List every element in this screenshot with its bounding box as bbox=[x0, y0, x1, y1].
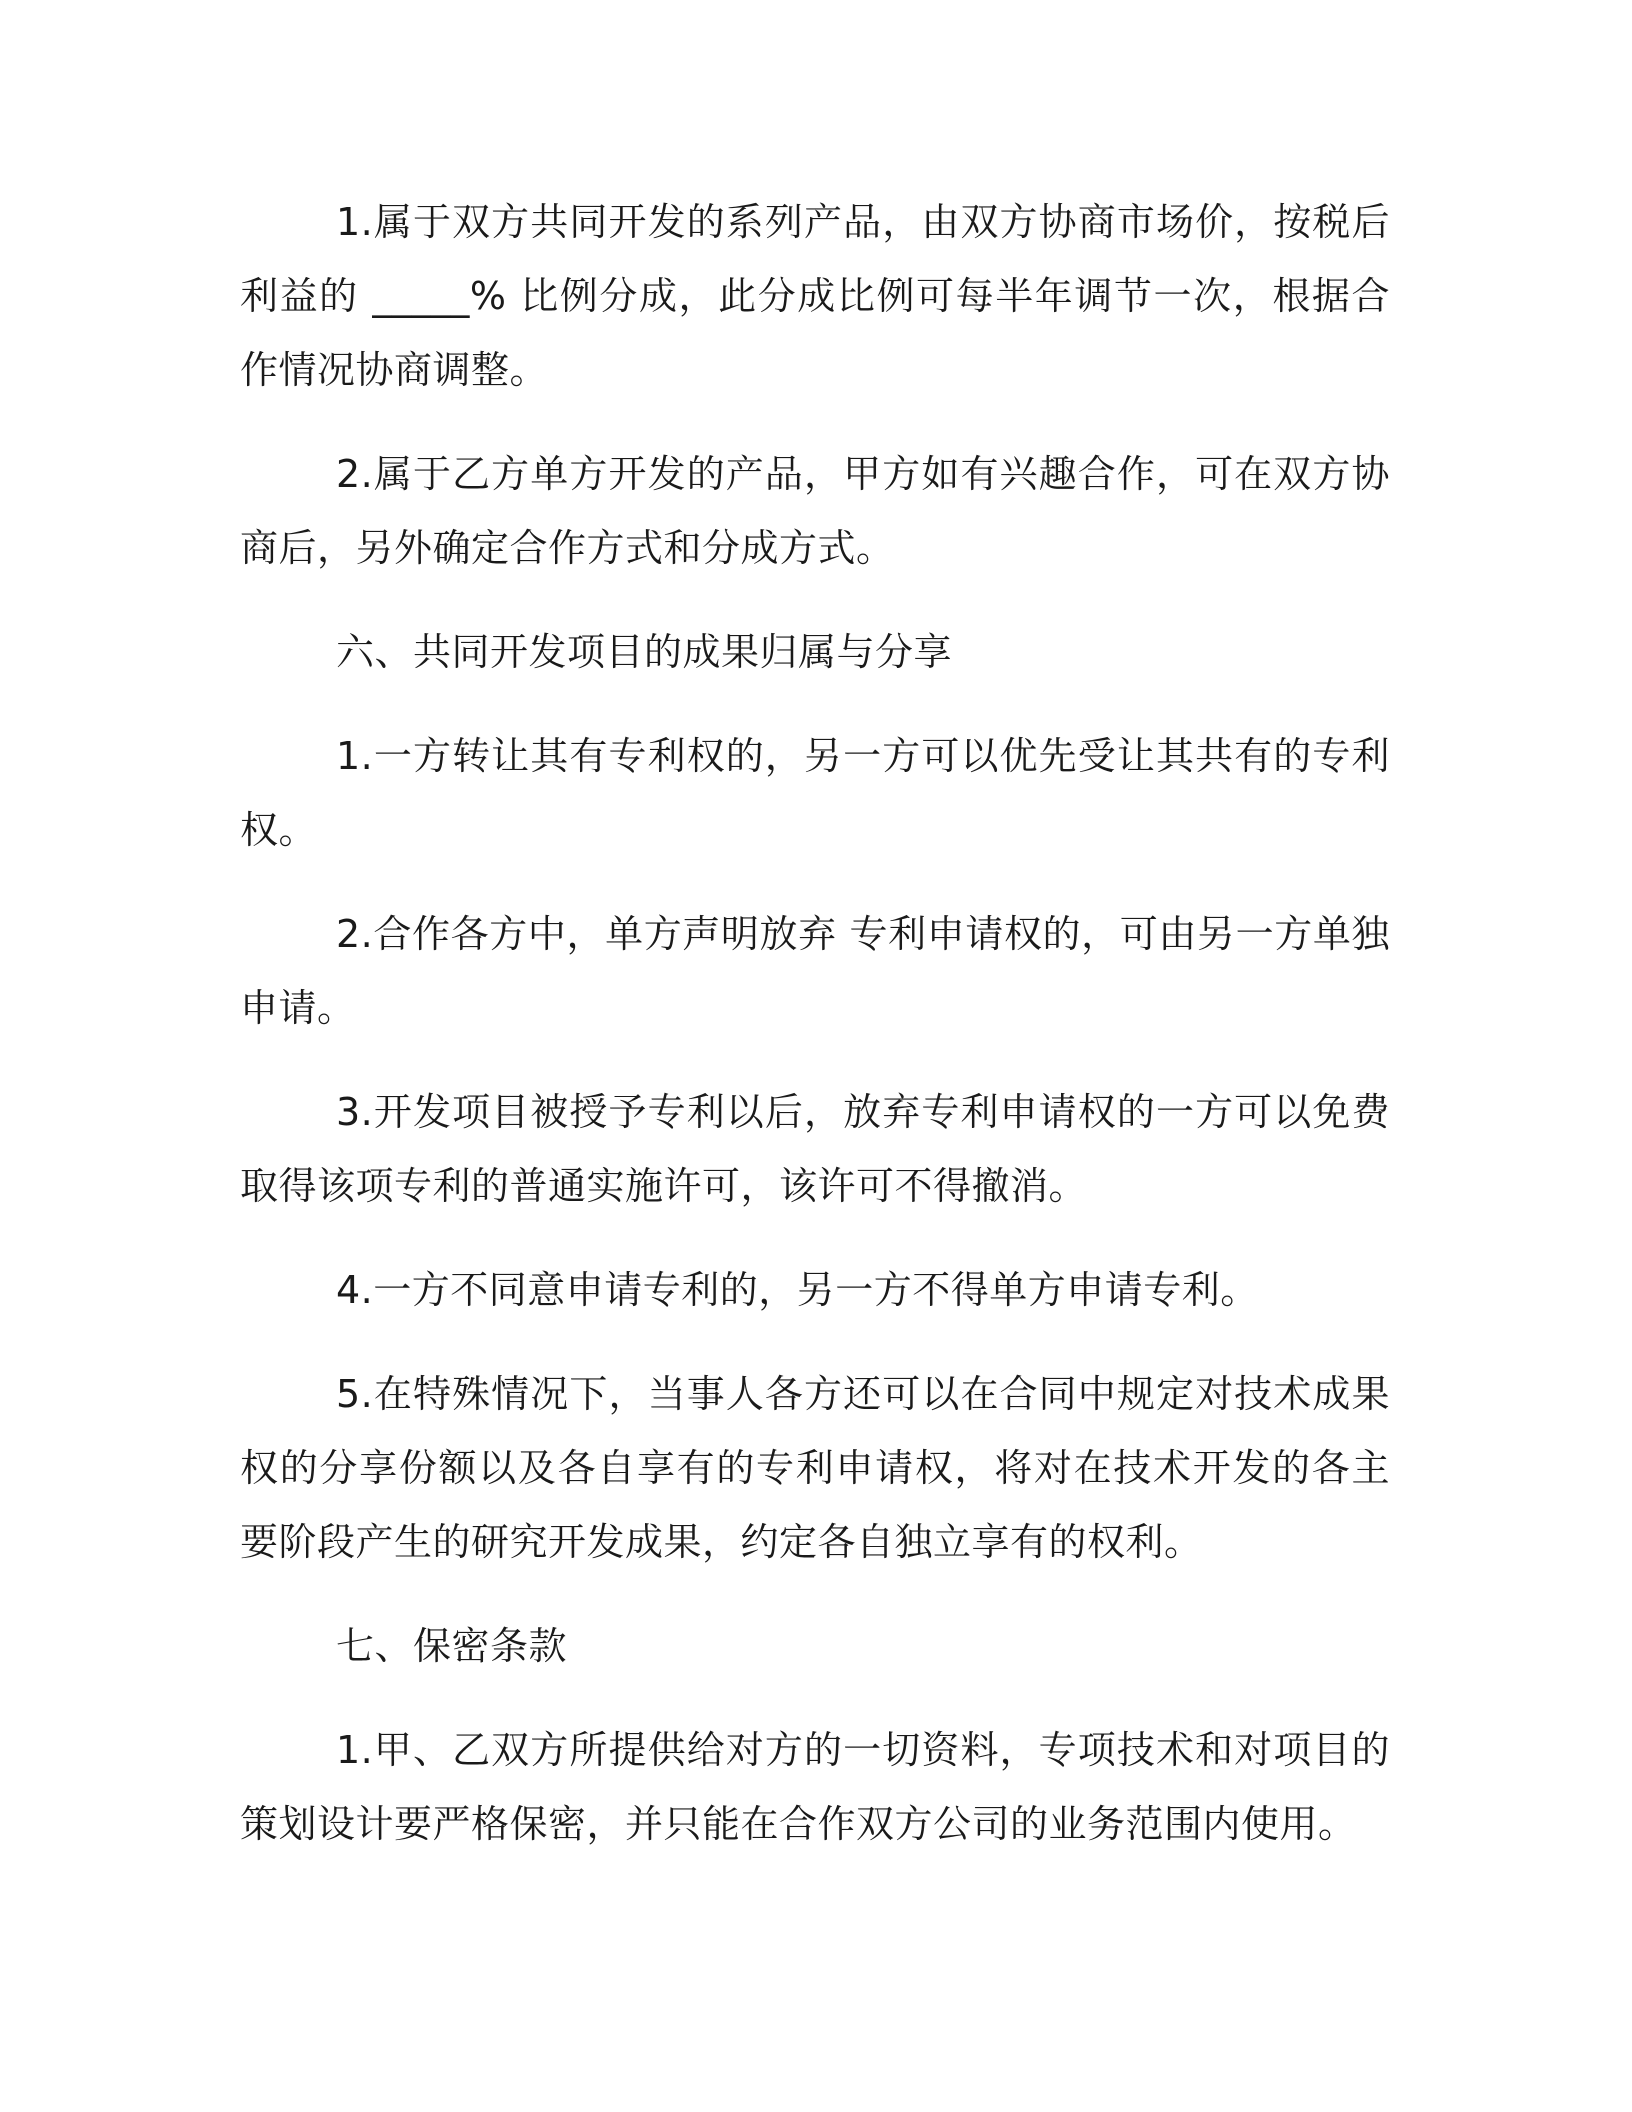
paragraph-patent-disagree: 4.一方不同意申请专利的，另一方不得单方申请专利。 bbox=[336, 1268, 1259, 1312]
section-heading-results-ownership: 六、共同开发项目的成果归属与分享 bbox=[336, 630, 953, 674]
document-body bbox=[240, 185, 1390, 1891]
paragraph-profit-sharing-joint: 1.属于双方共同开发的系列产品，由双方协商市场价，按税后利益的 _____% 比例分成，此分成比例可每半年调节一次，根据合作情况协商调整。 bbox=[240, 200, 1390, 392]
paragraph-profit-sharing-single: 2.属于乙方单方开发的产品，甲方如有兴趣合作，可在双方协商后，另外确定合作方式和分成方式。 bbox=[240, 452, 1390, 570]
paragraph-confidentiality: 1.甲、乙双方所提供给对方的一切资料，专项技术和对项目的策划设计要严格保密，并只能在合作双方公司的业务范围内使用。 bbox=[240, 1728, 1390, 1846]
paragraph-patent-license: 3.开发项目被授予专利以后，放弃专利申请权的一方可以免费取得该项专利的普通实施许可，该许可不得撤消。 bbox=[240, 1090, 1390, 1208]
paragraph-patent-transfer: 1.一方转让其有专利权的，另一方可以优先受让其共有的专利权。 bbox=[240, 734, 1390, 852]
section-heading-confidentiality: 七、保密条款 bbox=[336, 1624, 568, 1668]
paragraph-special-circumstances: 5.在特殊情况下，当事人各方还可以在合同中规定对技术成果权的分享份额以及各自享有的专利申请权，将对在技术开发的各主要阶段产生的研究开发成果，约定各自独立享有的权利。 bbox=[240, 1372, 1390, 1564]
paragraph-patent-waiver: 2.合作各方中，单方声明放弃 专利申请权的，可由另一方单独申请。 bbox=[240, 912, 1390, 1030]
